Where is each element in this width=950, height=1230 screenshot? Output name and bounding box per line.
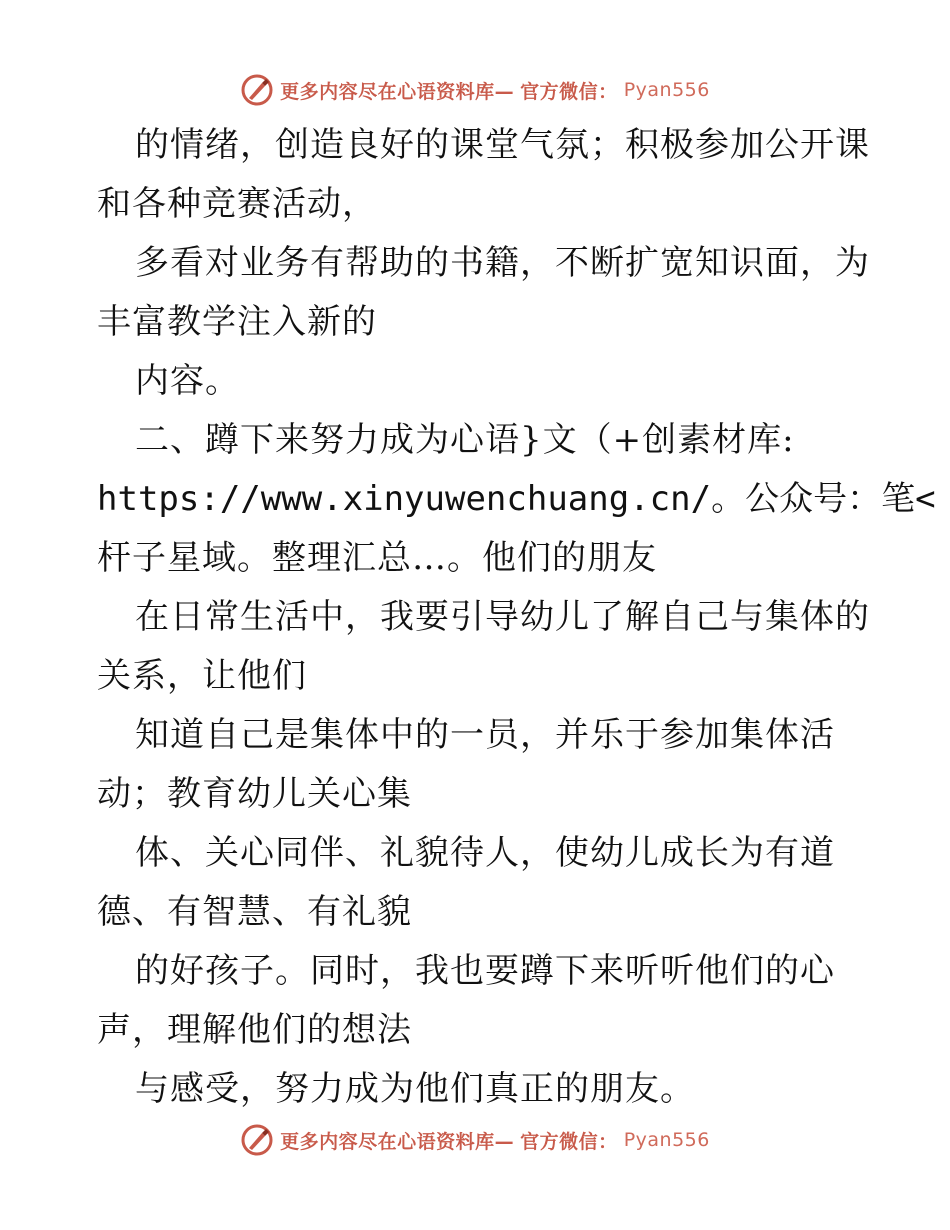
banner-wechat-id: Pyan556 [623,1129,710,1151]
banner-wechat-label: 官方微信： [520,80,618,103]
text-line: 的情绪，创造良好的课堂气氛；积极参加公开课 [135,125,870,165]
text-line: 丰富教学注入新的 [97,302,377,342]
text-line: 内容。 [135,361,240,401]
footer-banner [0,1120,950,1160]
text-line: 动；教育幼儿关心集 [97,774,412,814]
text-line: 声，理解他们的想法 [97,1010,412,1050]
text-line: 和各种竞赛活动， [97,184,377,224]
text-line: 体、关心同伴、礼貌待人，使幼儿成长为有道 [135,833,835,873]
text-line: 德、有智慧、有礼貌 [97,892,412,932]
section-heading: 二、蹲下来努力成为心语}文（+创素材库: [135,420,795,460]
text-line: 的好孩子。同时，我也要蹲下来听听他们的心 [135,951,835,991]
banner-main-text: 更多内容尽在心语资料库— [280,80,515,103]
banner-main-text: 更多内容尽在心语资料库— [280,1130,515,1153]
text-line: 杆子星域。整理汇总…。他们的朋友 [97,538,657,578]
text-line: 多看对业务有帮助的书籍，不断扩宽知识面，为 [135,243,870,283]
text-line: 知道自己是集体中的一员，并乐于参加集体活 [135,715,835,755]
text-line: 与感受，努力成为他们真正的朋友。 [135,1069,695,1109]
text-line: 在日常生活中，我要引导幼儿了解自己与集体的 [135,597,870,637]
header-banner [0,70,950,110]
document-body [97,116,936,1119]
pen-logo-icon [240,1123,274,1157]
banner-wechat-label: 官方微信： [520,1130,618,1153]
pen-logo-icon [240,73,274,107]
banner-wechat-id: Pyan556 [623,79,710,101]
url-line: https://www.xinyuwenchuang.cn/。公众号：笔< [97,479,936,519]
text-line: 关系，让他们 [97,656,307,696]
